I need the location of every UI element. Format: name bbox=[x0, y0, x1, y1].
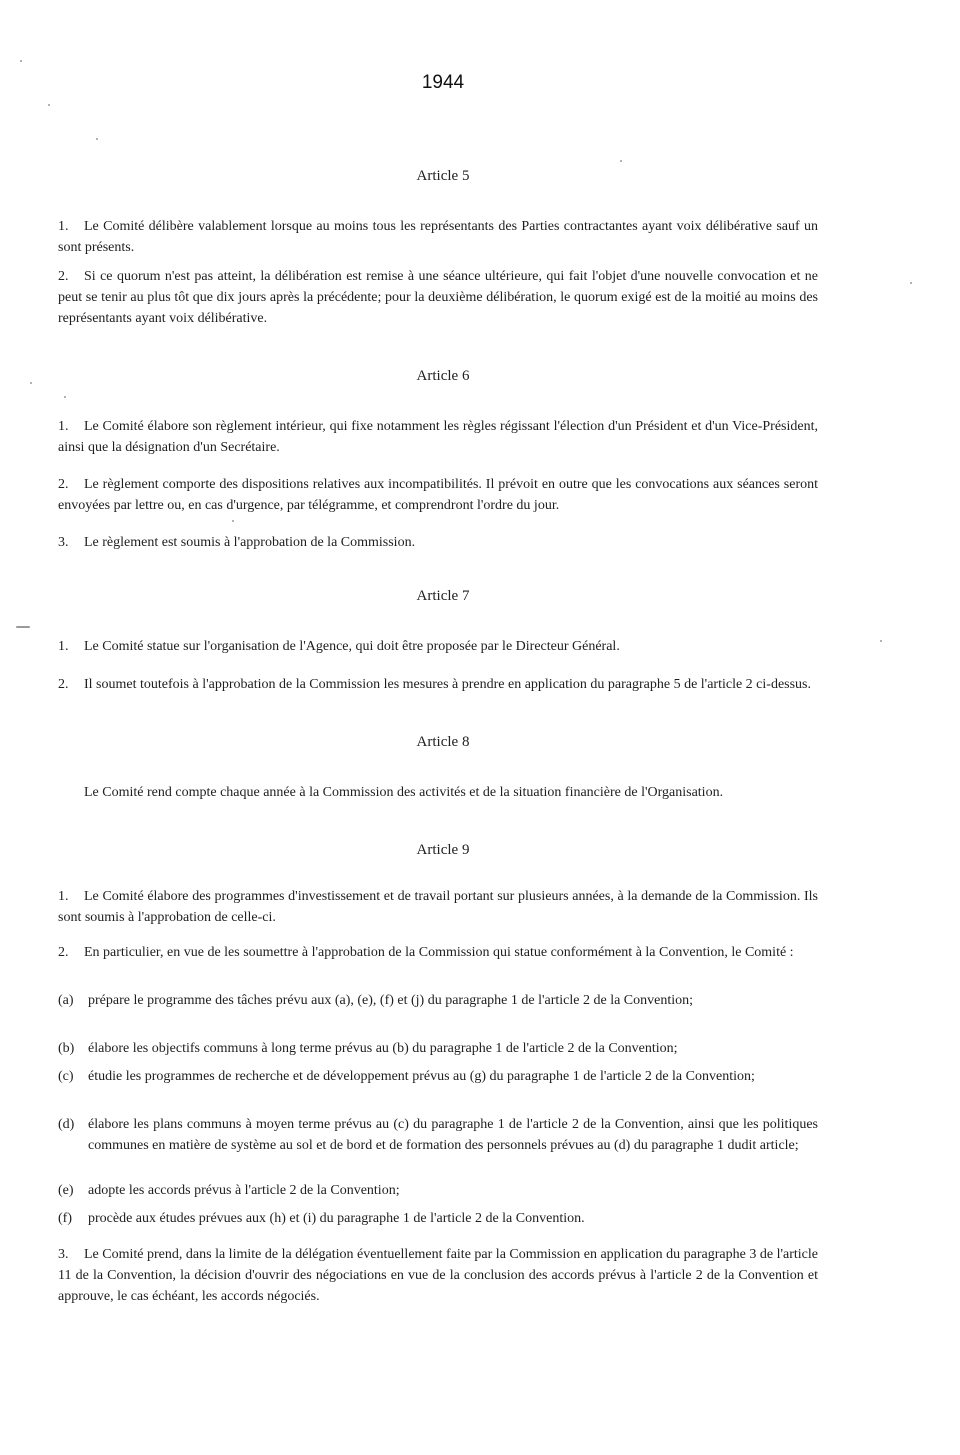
list-item-label: (b) bbox=[58, 1041, 75, 1056]
list-item-text: élabore les objectifs communs à long terme prévus au (b) du paragraphe 1 de l'article 2 de la Convention; bbox=[88, 1041, 678, 1056]
paragraph-text: Le Comité délibère valablement lorsque au moins tous les représentants des Parties contractantes ayant voix délibérative sauf un sont présents. bbox=[58, 219, 818, 255]
list-item-label: (c) bbox=[58, 1069, 74, 1084]
paragraph-number: 1. bbox=[58, 419, 69, 434]
article-9-heading: Article 9 bbox=[416, 842, 470, 858]
scan-speck bbox=[620, 160, 622, 162]
paragraph-number: 1. bbox=[58, 639, 69, 654]
paragraph-text: Le règlement comporte des dispositions relatives aux incompatibilités. Il prévoit en outre que les convocations aux séances seront envoyées par lettre ou, en cas d'urgence, par télégramme, et comprendront l'ordre du jour. bbox=[58, 477, 818, 513]
article-6-paragraph-2 bbox=[58, 474, 818, 516]
paragraph-text: Il soumet toutefois à l'approbation de la Commission les mesures à prendre en application du paragraphe 5 de l'article 2 ci-dessus. bbox=[84, 677, 812, 692]
paragraph-number: 2. bbox=[58, 677, 69, 692]
scan-speck bbox=[30, 382, 32, 384]
list-item-e bbox=[58, 1180, 818, 1201]
article-5-paragraph-1 bbox=[58, 216, 818, 258]
paragraph-text: Le Comité élabore des programmes d'investissement et de travail portant sur plusieurs années, à la demande de la Commission. Ils sont soumis à l'approbation de celle-ci. bbox=[58, 889, 818, 925]
paragraph-text: Le Comité élabore son règlement intérieur, qui fixe notamment les règles régissant l'élection d'un Président et d'un Vice-Président, ainsi que la désignation d'un Secrétaire. bbox=[58, 419, 818, 455]
article-5-heading: Article 5 bbox=[416, 168, 470, 184]
list-item-text: adopte les accords prévus à l'article 2 de la Convention; bbox=[88, 1183, 400, 1198]
paragraph-text: Le Comité statue sur l'organisation de l'Agence, qui doit être proposée par le Directeur Général. bbox=[84, 639, 620, 654]
list-item-text: prépare le programme des tâches prévu aux (a), (e), (f) et (j) du paragraphe 1 de l'article 2 de la Convention; bbox=[88, 993, 694, 1008]
list-item-b bbox=[58, 1038, 818, 1059]
scan-speck bbox=[232, 520, 234, 522]
list-item-label: (f) bbox=[58, 1211, 72, 1226]
article-6-heading: Article 6 bbox=[416, 368, 470, 384]
article-6-paragraph-1 bbox=[58, 416, 818, 458]
article-5-paragraph-2 bbox=[58, 266, 818, 329]
article-8-heading: Article 8 bbox=[416, 734, 470, 750]
paragraph-number: 2. bbox=[58, 269, 69, 284]
list-item-a bbox=[58, 990, 818, 1011]
article-6-paragraph-3 bbox=[58, 532, 818, 553]
paragraph-number: 3. bbox=[58, 1247, 69, 1262]
article-9-paragraph-2 bbox=[58, 942, 818, 963]
list-item-d bbox=[58, 1114, 818, 1156]
list-item-label: (a) bbox=[58, 993, 74, 1008]
list-item-text: procède aux études prévues aux (h) et (i) du paragraphe 1 de l'article 2 de la Convention. bbox=[88, 1211, 585, 1226]
list-item-label: (d) bbox=[58, 1117, 75, 1132]
paragraph-number: 2. bbox=[58, 945, 69, 960]
list-item-c bbox=[58, 1066, 818, 1087]
article-9-paragraph-3 bbox=[58, 1244, 818, 1307]
list-item-label: (e) bbox=[58, 1183, 74, 1198]
scan-speck bbox=[48, 104, 50, 106]
paragraph-number: 2. bbox=[58, 477, 69, 492]
paragraph-text: Le règlement est soumis à l'approbation de la Commission. bbox=[84, 535, 416, 550]
article-7-paragraph-2 bbox=[58, 674, 818, 695]
list-item-text: élabore les plans communs à moyen terme prévus au (c) du paragraphe 1 de l'article 2 de la Convention, ainsi que les politiques communes en matière de système au sol et de bord et de formation des personnels prévues au (d) du paragraphe 1 dudit article; bbox=[88, 1117, 818, 1153]
paragraph-text: Le Comité prend, dans la limite de la délégation éventuellement faite par la Commission en application du paragraphe 3 de l'article 11 de la Convention, la décision d'ouvrir des négociations en vue de la conclusion des accords prévus à l'article 2 de la Convention et approuve, le cas échéant, les accords négociés. bbox=[58, 1247, 818, 1304]
paragraph-text: Si ce quorum n'est pas atteint, la délibération est remise à une séance ultérieure, qui fait l'objet d'une nouvelle convocation et ne peut se tenir au plus tôt que dix jours après la précédente; pour la deuxième délibération, le quorum exigé est de la moitié au moins des représentants ayant voix délibérative. bbox=[58, 269, 818, 326]
scan-speck bbox=[20, 60, 22, 62]
article-7-paragraph-1 bbox=[58, 636, 818, 657]
paragraph-number: 1. bbox=[58, 889, 69, 904]
paragraph-number: 3. bbox=[58, 535, 69, 550]
article-8-paragraph bbox=[58, 782, 818, 803]
list-item-f bbox=[58, 1208, 818, 1229]
scan-speck bbox=[910, 282, 912, 284]
scan-speck bbox=[96, 138, 98, 140]
list-item-text: étudie les programmes de recherche et de développement prévus au (g) du paragraphe 1 de l'article 2 de la Convention; bbox=[88, 1069, 755, 1084]
paragraph-number: 1. bbox=[58, 219, 69, 234]
article-7-heading: Article 7 bbox=[416, 588, 470, 604]
scan-speck bbox=[880, 640, 882, 642]
paragraph-text: Le Comité rend compte chaque année à la Commission des activités et de la situation financière de l'Organisation. bbox=[84, 785, 724, 800]
paragraph-text: En particulier, en vue de les soumettre à l'approbation de la Commission qui statue conformément à la Convention, le Comité : bbox=[84, 945, 794, 960]
page-number: 1944 bbox=[421, 72, 465, 93]
scan-speck bbox=[64, 396, 66, 398]
scan-speck bbox=[16, 626, 30, 628]
article-9-paragraph-1 bbox=[58, 886, 818, 928]
